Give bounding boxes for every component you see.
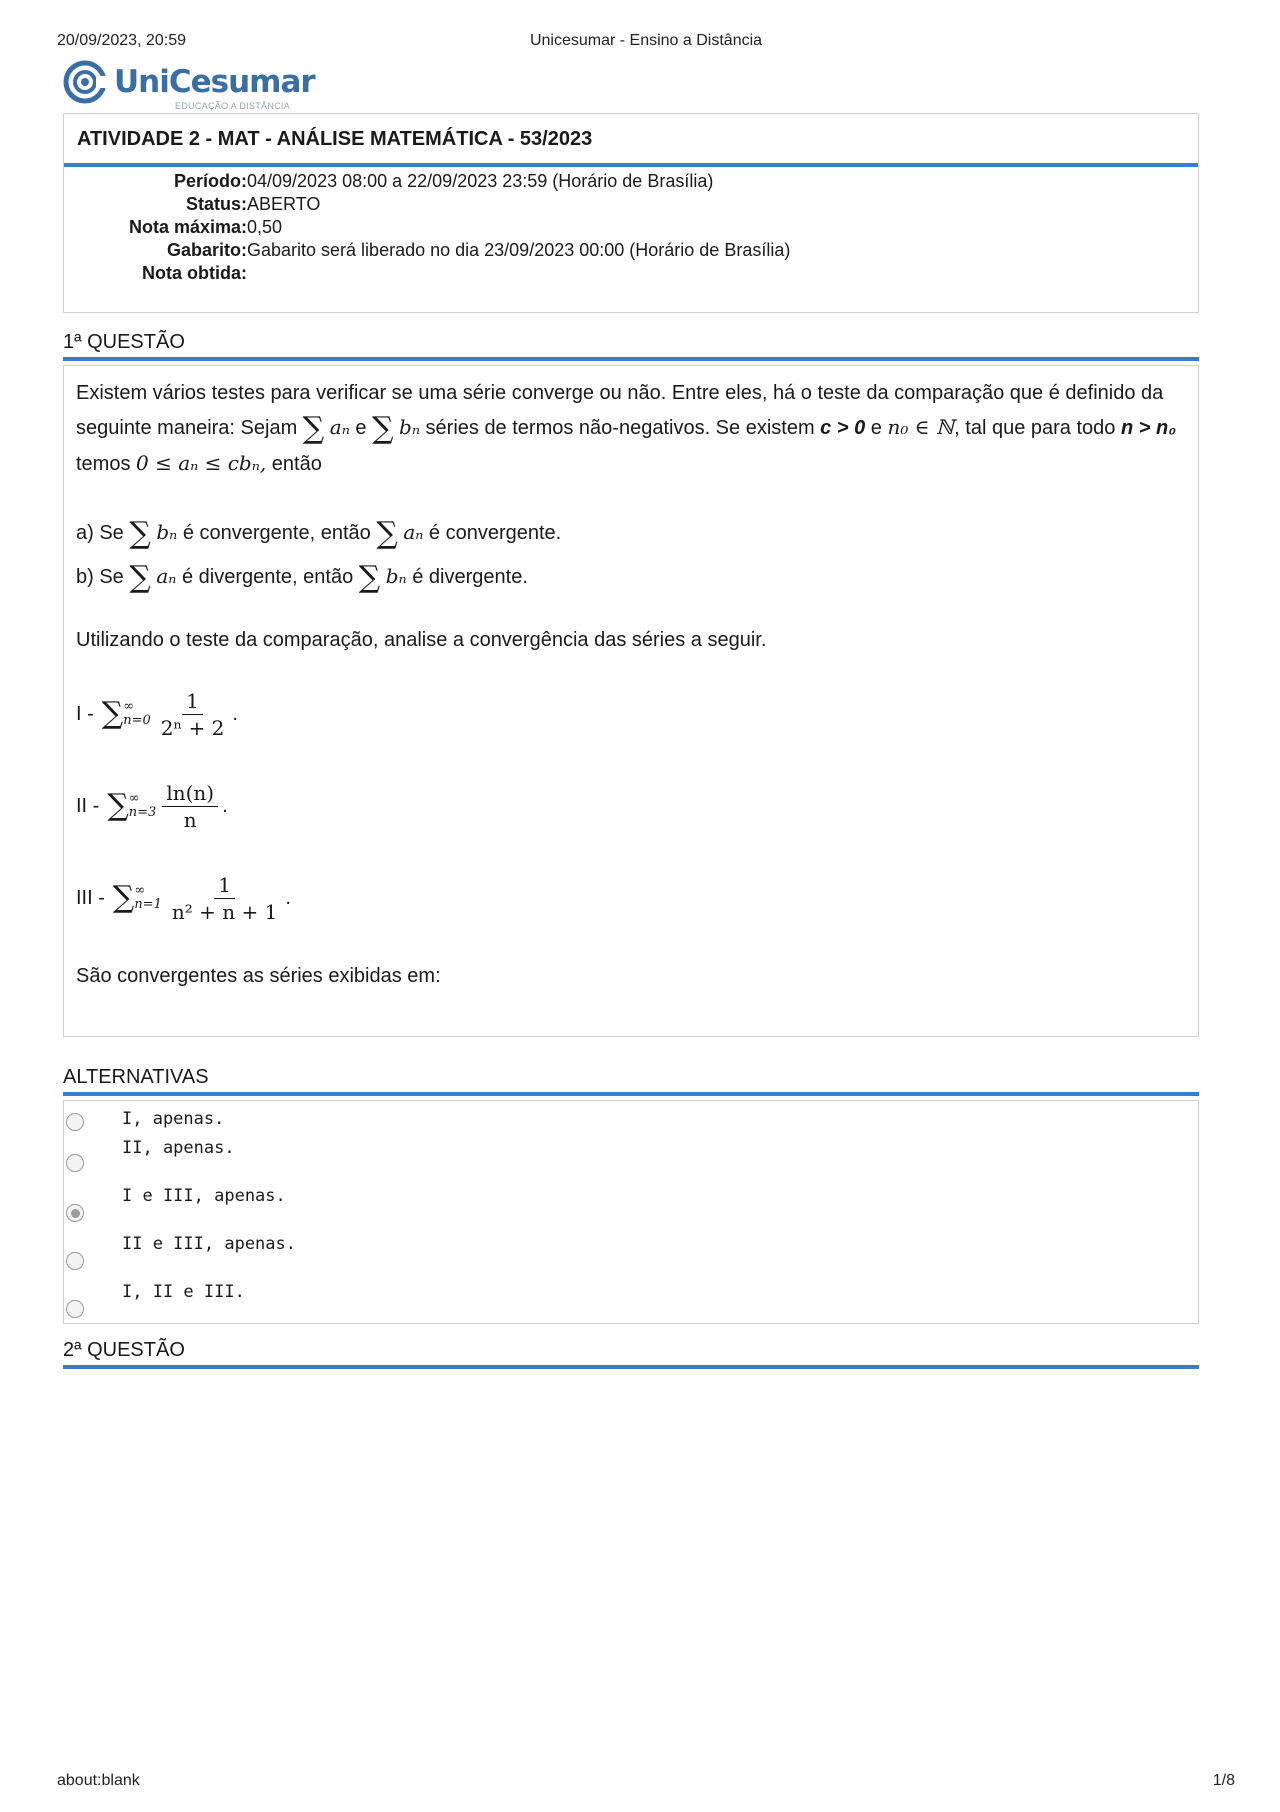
activity-title: ATIVIDADE 2 - MAT - ANÁLISE MATEMÁTICA - 53/2023 [64,114,1198,167]
condition-n: n > n₀ [1120,417,1177,439]
period: . [232,703,238,725]
rule-a-mid: é convergente, então [182,522,371,544]
activity-info [64,167,1198,284]
logo-mark-icon [62,60,112,106]
info-label-gabarito: Gabarito: [166,240,247,260]
series-upper: ∞ [128,791,140,806]
brand-name: UniCesumar [114,64,315,100]
question-1-heading: 1ª QUESTÃO [63,331,1199,361]
rule-a-pre: a) Se [76,522,124,544]
condition-n0: n₀ ∈ ℕ [887,415,955,439]
term-bn: bₙ [156,520,178,544]
radio-selected-dot [71,1209,80,1218]
sigma-symbol: ∑ [101,696,124,731]
radio-button[interactable] [66,1113,84,1131]
term-bn: bₙ [399,415,420,439]
conj-e: e [870,417,882,439]
word-entao: então [271,453,322,475]
rule-b [76,559,1186,595]
term-an: aₙ [403,520,424,544]
series-denominator: 2ⁿ + 2 [160,715,225,740]
period: . [285,887,291,909]
term-an: aₙ [156,564,177,588]
sigma-symbol: ∑ [112,880,135,915]
series-item [76,675,1186,753]
radio-button[interactable] [66,1252,84,1270]
info-label-nota-obtida: Nota obtida: [142,263,247,283]
condition-c: c > 0 [820,417,866,439]
sigma-symbol: ∑ [358,560,381,595]
alternative-option[interactable] [64,1186,1198,1234]
series-numerator: ln(n) [162,780,218,807]
rule-a [76,515,1186,551]
sigma-symbol: ∑ [376,516,398,551]
print-datetime: 20/09/2023, 20:59 [57,32,187,49]
info-label-periodo: Período: [173,171,247,191]
sigma-symbol: ∑ [107,788,129,823]
series-denominator: n² + n + 1 [171,899,278,924]
inequality: 0 ≤ aₙ ≤ cbₙ, [136,451,267,475]
info-value-status: ABERTO [247,194,321,214]
sigma-symbol: ∑ [302,411,325,446]
instruction: Utilizando o teste da comparação, analise a convergência das séries a seguir. [76,629,767,651]
info-value-periodo: 04/09/2023 08:00 a 22/09/2023 23:59 (Horário de Brasília) [247,171,714,191]
conj-e: e [355,417,367,439]
series-lower: n=3 [128,805,157,820]
series-label: I - [76,703,94,725]
alternative-option[interactable] [64,1234,1198,1282]
alternative-option[interactable] [64,1282,1198,1330]
alternative-text: II, apenas. [122,1138,235,1158]
alternatives-list [63,1100,1199,1324]
series-numerator: 1 [214,872,235,899]
intro-text-3: , tal que para todo [954,417,1116,439]
intro-text-2: séries de termos não-negativos. Se existem [425,417,815,439]
brand-tagline: EDUCAÇÃO A DISTÂNCIA [175,101,291,111]
intro-text-1: Existem vários testes para verificar se uma série converge ou não. Entre eles, há o teste da comparação que é definido da seguinte maneira: Sejam [76,382,1164,439]
question-1-intro [76,376,1186,481]
series-label: II - [76,795,100,817]
series-lower: n=0 [123,713,151,728]
series-label: III - [76,887,105,909]
radio-button[interactable] [66,1300,84,1318]
unicesumar-logo [62,60,322,116]
term-bn: bₙ [385,564,407,588]
alternative-option[interactable] [64,1138,1198,1186]
info-label-nota-maxima: Nota máxima: [128,217,247,237]
info-value-nota-obtida [247,263,1185,284]
info-value-gabarito: Gabarito será liberado no dia 23/09/2023 00:00 (Horário de Brasília) [247,240,791,260]
info-label-status: Status: [185,194,247,214]
series-upper: ∞ [134,883,146,898]
rule-b-pre: b) Se [76,566,124,588]
rule-b-end: é divergente. [412,566,528,588]
sigma-symbol: ∑ [129,560,151,595]
series-item [76,767,1186,845]
series-denominator: n [183,807,197,832]
alternative-text: II e III, apenas. [122,1234,296,1254]
period: . [222,795,228,817]
question-prompt: São convergentes as séries exibidas em: [76,965,441,987]
alternative-text: I e III, apenas. [122,1186,286,1206]
print-page-title: Unicesumar - Ensino a Distância [529,32,763,49]
sigma-symbol: ∑ [129,516,151,551]
print-page-number: 1/8 [1212,1772,1235,1789]
word-temos: temos [76,453,131,475]
question-2-heading: 2ª QUESTÃO [63,1339,1199,1369]
series-item [76,859,1186,937]
alternatives-heading: ALTERNATIVAS [63,1066,1199,1096]
info-value-nota-maxima: 0,50 [247,217,283,237]
activity-card [63,113,1199,313]
rule-b-mid: é divergente, então [181,566,354,588]
sigma-symbol: ∑ [372,411,394,446]
question-1-body [63,365,1199,1037]
rule-a-end: é convergente. [428,522,562,544]
series-upper: ∞ [123,699,135,714]
radio-button-selected[interactable] [66,1204,84,1222]
alternative-text: I, apenas. [122,1109,225,1129]
series-lower: n=1 [134,897,162,912]
term-an: aₙ [329,415,350,439]
radio-button[interactable] [66,1154,84,1172]
series-numerator: 1 [182,688,203,715]
print-url: about:blank [57,1772,140,1789]
alternative-text: I, II e III. [122,1282,245,1302]
